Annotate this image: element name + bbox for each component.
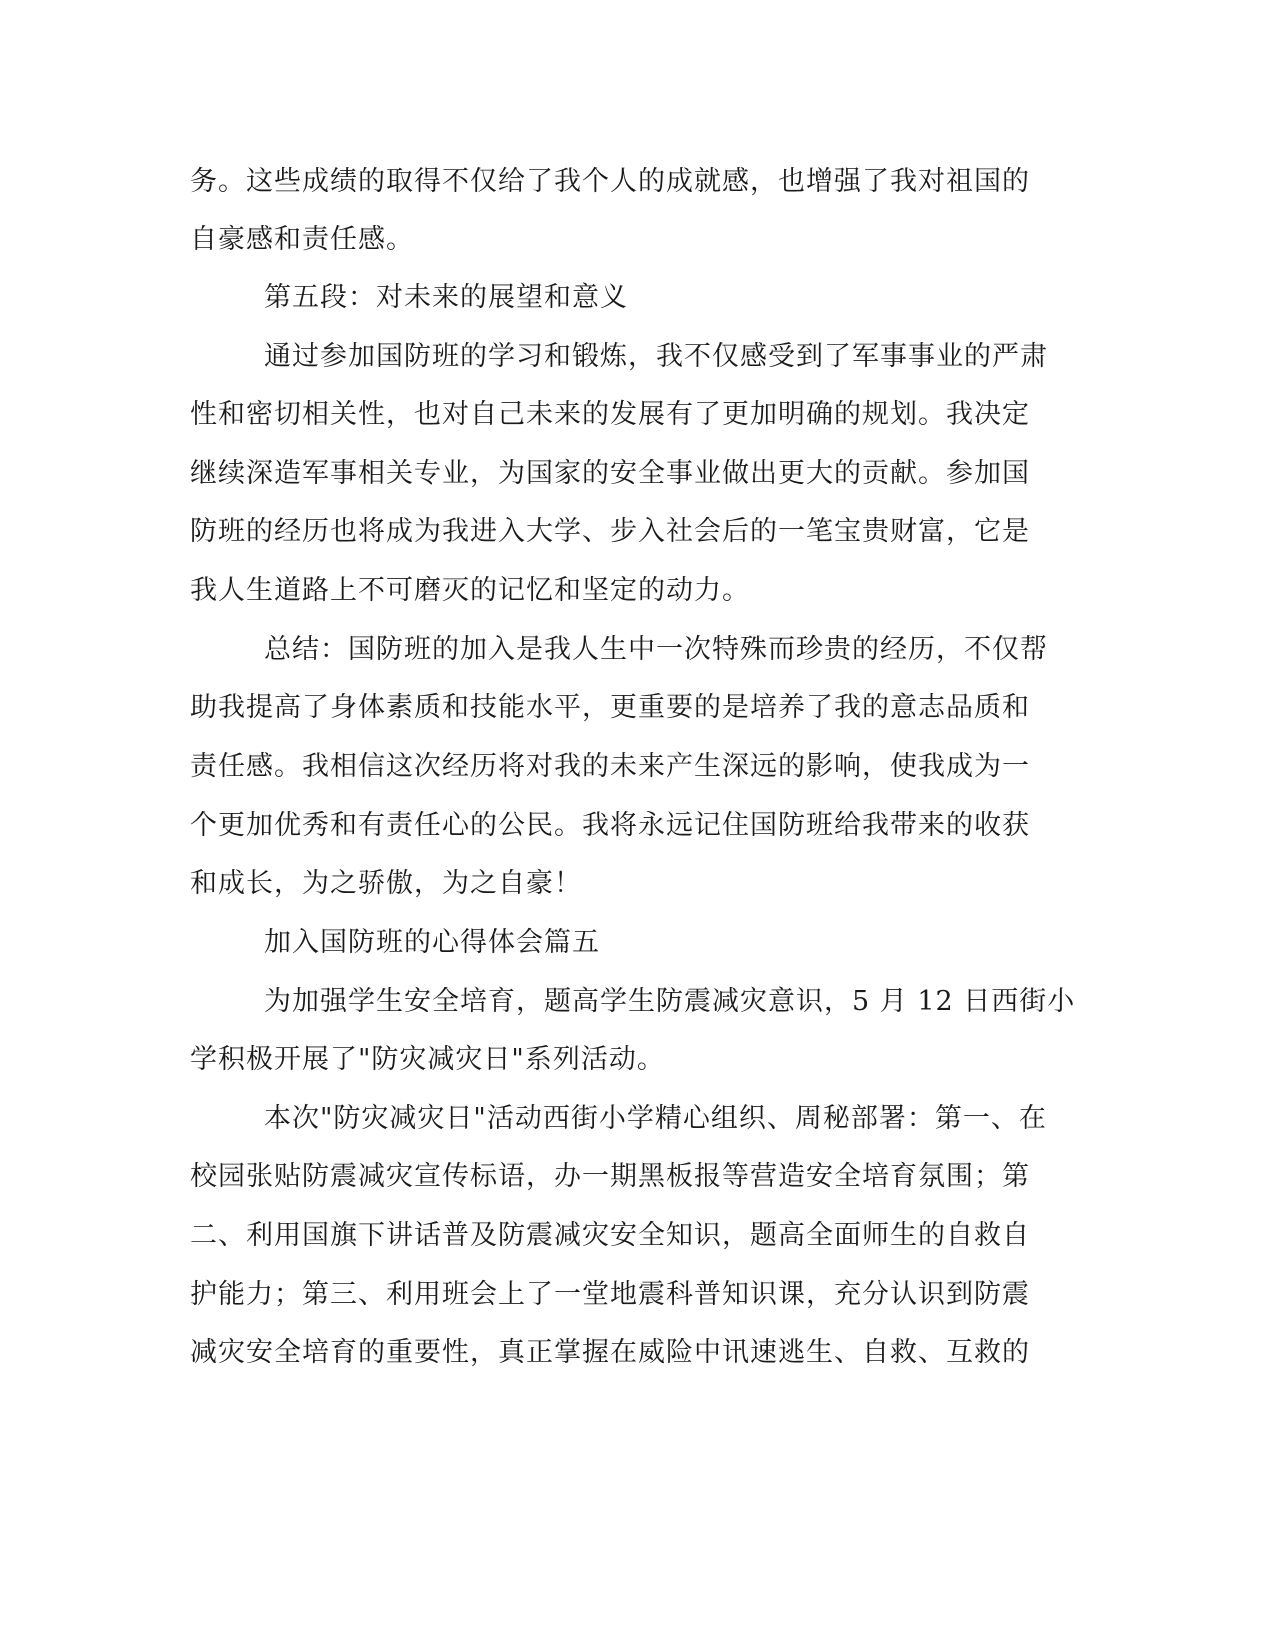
text-line: 护能力；第三、利用班会上了一堂地震科普知识课，充分认识到防震	[190, 1279, 1030, 1310]
text-line: 和成长，为之骄傲，为之自豪！	[190, 868, 582, 899]
text-line: 学积极开展了"防灾减灾日"系列活动。	[190, 1044, 665, 1075]
section-heading: 加入国防班的心得体会篇五	[264, 927, 600, 958]
text-line: 减灾安全培育的重要性，真正掌握在威险中讯速逃生、自救、互救的	[190, 1337, 1030, 1368]
text-line: 校园张贴防震减灾宣传标语，办一期黑板报等营造安全培育氛围；第	[190, 1161, 1030, 1192]
text-line: 助我提高了身体素质和技能水平，更重要的是培养了我的意志品质和	[190, 692, 1030, 723]
text-line: 责任感。我相信这次经历将对我的未来产生深远的影响，使我成为一	[190, 751, 1030, 782]
text-line: 防班的经历也将成为我进入大学、步入社会后的一笔宝贵财富，它是	[190, 516, 1030, 547]
text-line: 总结：国防班的加入是我人生中一次特殊而珍贵的经历，不仅帮	[264, 634, 1048, 665]
text-line: 我人生道路上不可磨灭的记忆和坚定的动力。	[190, 575, 750, 606]
text-line: 为加强学生安全培育，题高学生防震减灾意识，5 月 12 日西街小	[264, 986, 1076, 1017]
text-line: 二、利用国旗下讲话普及防震减灾安全知识，题高全面师生的自救自	[190, 1220, 1030, 1251]
text-line: 自豪感和责任感。	[190, 224, 414, 255]
text-line: 务。这些成绩的取得不仅给了我个人的成就感，也增强了我对祖国的	[190, 166, 1030, 197]
text-line: 性和密切相关性，也对自己未来的发展有了更加明确的规划。我决定	[190, 399, 1030, 430]
section-heading: 第五段：对未来的展望和意义	[264, 282, 628, 313]
text-line: 继续深造军事相关专业，为国家的安全事业做出更大的贡献。参加国	[190, 458, 1030, 489]
text-line: 本次"防灾减灾日"活动西街小学精心组织、周秘部署：第一、在	[264, 1103, 1047, 1134]
text-line: 个更加优秀和有责任心的公民。我将永远记住国防班给我带来的收获	[190, 810, 1030, 841]
text-line: 通过参加国防班的学习和锻炼，我不仅感受到了军事事业的严肃	[264, 341, 1048, 372]
